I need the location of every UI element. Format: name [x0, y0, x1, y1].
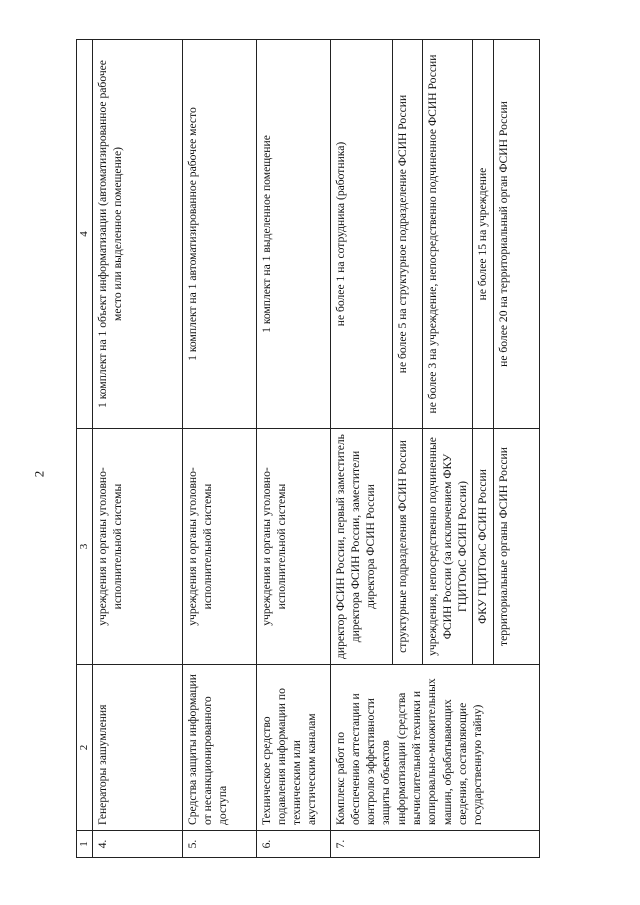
norm: 1 комплект на 1 автоматизированное рабочее место [182, 40, 256, 429]
norm: 1 комплект на 1 выделенное помещение [256, 40, 330, 429]
table-row [330, 40, 392, 858]
table-row [256, 40, 330, 858]
recipient: учреждения и органы уголовно-исполнительной системы [92, 429, 182, 665]
recipient: учреждения, непосредственно подчиненные ФСИН России (за исключением ФКУ ГЦИТОиС ФСИН России) [422, 429, 473, 665]
recipient: структурные подразделения ФСИН России [392, 429, 422, 665]
table-row [182, 40, 256, 858]
norm: не более 20 на территориальный орган ФСИН России [493, 40, 539, 429]
norms-table [76, 39, 540, 858]
item-name: Техническое средство подавления информации по техническим или акустическим каналам [256, 665, 330, 831]
row-number: 6. [256, 831, 330, 858]
row-number: 5. [182, 831, 256, 858]
norm: не более 3 на учреждение, непосредственно подчиненное ФСИН России [422, 40, 473, 429]
table-row [92, 40, 182, 858]
header-col-3: 3 [77, 429, 93, 665]
row-number: 7. [330, 831, 539, 858]
header-col-2: 2 [77, 665, 93, 831]
recipient: ФКУ ГЦИТОиС ФСИН России [473, 429, 493, 665]
table-header-row [77, 40, 93, 858]
item-name: Генераторы зашумления [92, 665, 182, 831]
item-name: Средства защиты информации от несанкционированного доступа [182, 665, 256, 831]
row-number: 4. [92, 831, 182, 858]
recipient: учреждения и органы уголовно-исполнительной системы [256, 429, 330, 665]
norm: не более 15 на учреждение [473, 40, 493, 429]
page-number: 2 [31, 470, 47, 478]
norm: не более 1 на сотрудника (работника) [330, 40, 392, 429]
norm: не более 5 на структурное подразделение ФСИН России [392, 40, 422, 429]
norm: 1 комплект на 1 объект информатизации (автоматизированное рабочее место или выделенное помещение) [92, 40, 182, 429]
rotated-table-container [76, 53, 534, 858]
item-name: Комплекс работ по обеспечению аттестации и контролю эффективности защиты объектов информатизации (средства вычислительной техники и копировально-множительных машин, обрабатывающих сведения, составляющие государственную тайну) [330, 665, 539, 831]
header-col-4: 4 [77, 40, 93, 429]
header-col-1: 1 [77, 831, 93, 858]
recipient: территориальные органы ФСИН России [493, 429, 539, 665]
recipient: директор ФСИН России, первый заместитель директора ФСИН России, заместители директора ФСИН России [330, 429, 392, 665]
recipient: учреждения и органы уголовно-исполнительной системы [182, 429, 256, 665]
